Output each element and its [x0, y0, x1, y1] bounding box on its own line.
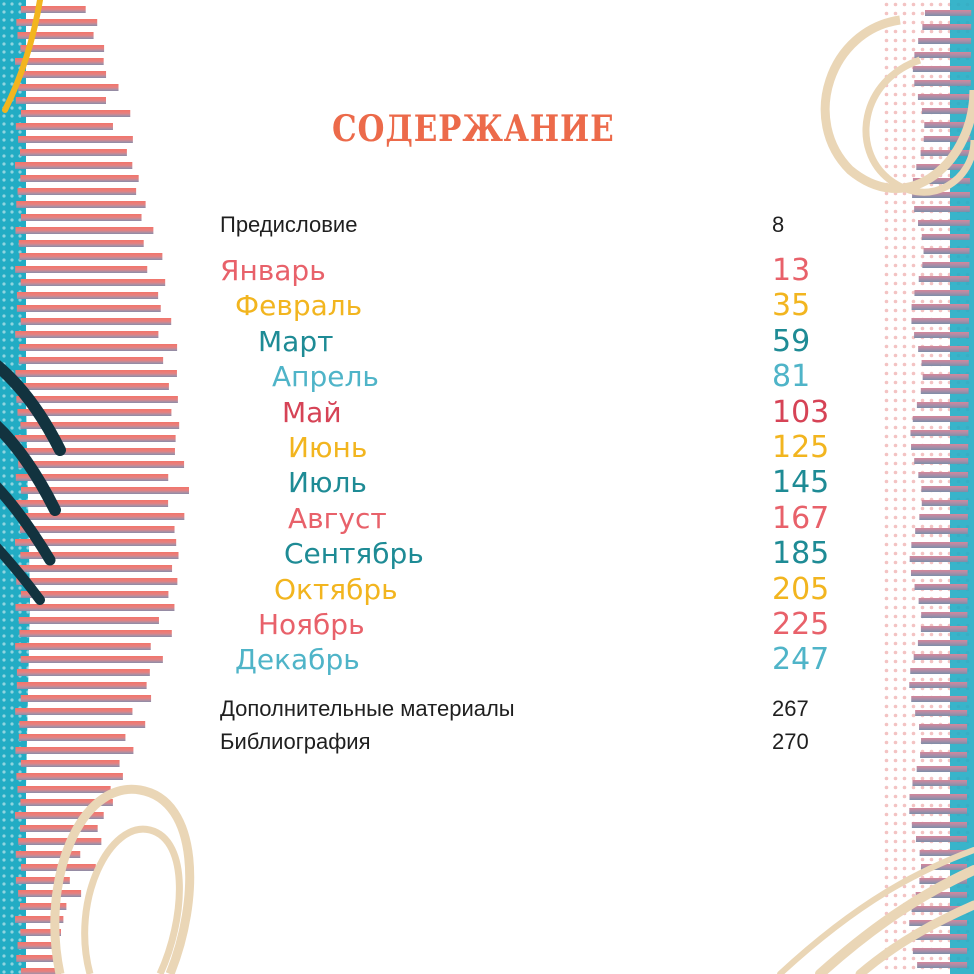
toc-month-page-8: 167 — [772, 501, 830, 536]
toc-month-page-2: 35 — [772, 288, 811, 323]
toc-month-page-5: 103 — [772, 395, 830, 430]
toc-month-page-9: 185 — [772, 536, 830, 571]
toc-entry-label: Дополнительные материалы — [220, 696, 515, 721]
toc-month-6[interactable]: Июнь — [288, 431, 368, 464]
page-title: СОДЕРЖАНИЕ — [332, 108, 615, 150]
toc-month-2[interactable]: Февраль — [235, 289, 363, 322]
toc-month-4[interactable]: Апрель — [272, 360, 379, 393]
toc-month-page-11: 225 — [772, 607, 830, 642]
toc-month-page-7: 145 — [772, 465, 830, 500]
toc-month-3[interactable]: Март — [258, 325, 334, 358]
toc-month-page-6: 125 — [772, 430, 830, 465]
toc-entry-label: Предисловие — [220, 212, 358, 237]
toc-month-9[interactable]: Сентябрь — [284, 537, 424, 570]
toc-entry-preface[interactable] — [220, 212, 785, 238]
toc-month-12[interactable]: Декабрь — [235, 643, 360, 676]
toc-entry-page: 270 — [772, 729, 809, 754]
toc-month-page-1: 13 — [772, 253, 811, 288]
toc-entry-additional[interactable] — [220, 696, 809, 722]
toc-entry-bibliography[interactable] — [220, 729, 809, 755]
toc-month-5[interactable]: Май — [282, 396, 342, 429]
toc-month-page-10: 205 — [772, 572, 830, 607]
toc-entry-label: Библиография — [220, 729, 371, 754]
toc-month-page-4: 81 — [772, 359, 811, 394]
toc-month-1[interactable]: Январь — [220, 254, 326, 287]
toc-month-page-12: 247 — [772, 642, 830, 677]
toc-month-11[interactable]: Ноябрь — [258, 608, 365, 641]
toc-entry-page: 8 — [772, 212, 785, 237]
toc-month-8[interactable]: Август — [288, 502, 387, 535]
toc-month-7[interactable]: Июль — [288, 466, 367, 499]
toc-month-10[interactable]: Октябрь — [274, 573, 398, 606]
toc-entry-page: 267 — [772, 696, 809, 721]
toc-month-page-3: 59 — [772, 324, 811, 359]
